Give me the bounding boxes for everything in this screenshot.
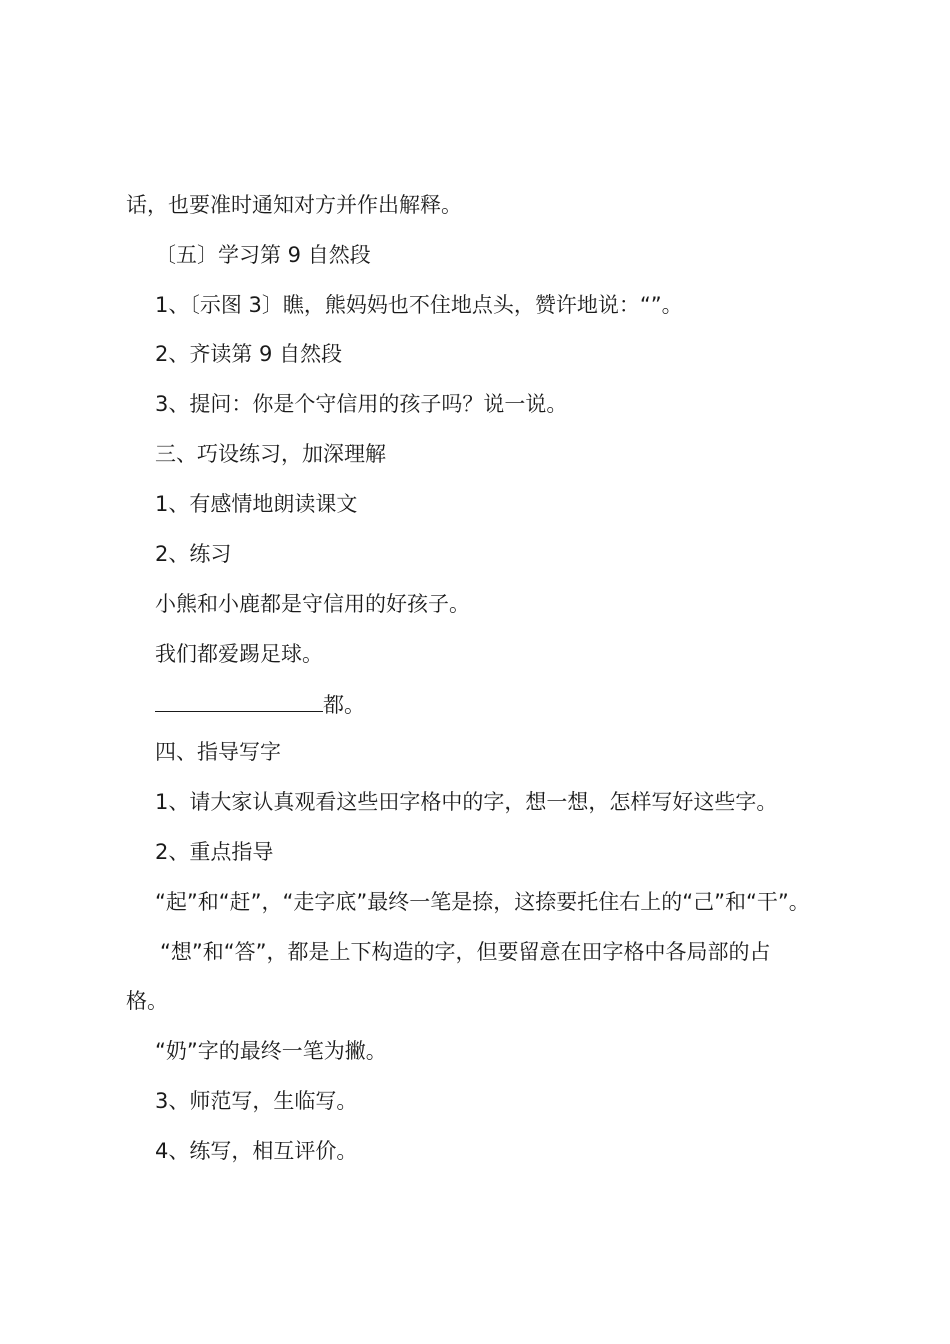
text-line-15: “起”和“赶”，“走字底”最终一笔是捺，这捺要托住右上的“己”和“干”。 [155,890,810,914]
text-line-7: 1、有感情地朗读课文 [155,492,358,516]
text-line-19: 3、师范写，生临写。 [155,1089,358,1113]
text-line-5: 3、提问：你是个守信用的孩子吗？说一说。 [155,392,568,416]
text-line-1: 话，也要准时通知对方并作出解释。 [126,193,462,217]
text-line-4: 2、齐读第 9 自然段 [155,342,343,366]
text-line-13: 1、请大家认真观看这些田字格中的字，想一想，怎样写好这些字。 [155,790,778,814]
section-heading-3: 三、巧设练习，加深理解 [155,442,386,466]
blank-suffix: 都。 [323,693,365,717]
text-line-14: 2、重点指导 [155,840,274,864]
text-line-17: 格。 [126,989,168,1013]
text-line-10: 我们都爱踢足球。 [155,642,323,666]
section-heading-4: 四、指导写字 [155,740,281,764]
text-line-16: “想”和“答”，都是上下构造的字，但要留意在田字格中各局部的占 [160,940,771,964]
fill-in-blank-line [155,689,365,720]
text-line-8: 2、练习 [155,542,232,566]
section-heading-5: 〔五〕学习第 9 自然段 [155,243,371,267]
text-line-20: 4、练写，相互评价。 [155,1139,358,1163]
text-line-18: “奶”字的最终一笔为撇。 [155,1039,387,1063]
text-line-9: 小熊和小鹿都是守信用的好孩子。 [155,592,470,616]
blank-underline [155,689,323,712]
text-line-3: 1、〔示图 3〕瞧，熊妈妈也不住地点头，赞许地说：“”。 [155,293,683,317]
